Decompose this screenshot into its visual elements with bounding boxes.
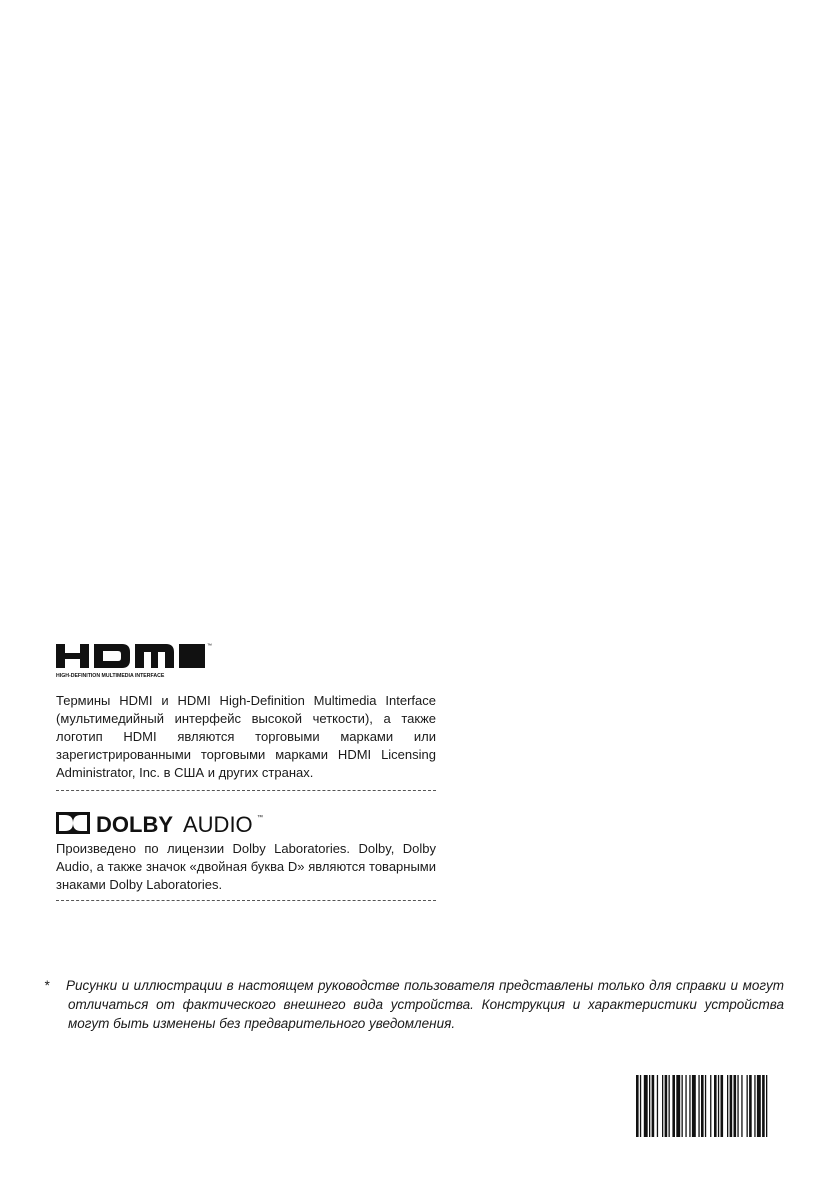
barcode-bar <box>766 1075 767 1137</box>
barcode-bar <box>657 1075 658 1137</box>
barcode-bar <box>721 1075 724 1137</box>
barcode-bar <box>757 1075 761 1137</box>
disclaimer-footnote <box>44 976 784 1033</box>
hdmi-tm: ™ <box>207 643 212 649</box>
hdmi-paragraph: Термины HDMI и HDMI High-Definition Multimedia Interface (мультимедийный интерфейс высокой четкости), а также логотип HDMI являются торговыми марками или зарегистрированными торговыми марками HDMI Licensing Administrator, Inc. в США и других странах. <box>56 693 436 780</box>
barcode-bar <box>701 1075 704 1137</box>
dolby-notice <box>56 840 436 894</box>
barcode-icon <box>636 1075 808 1137</box>
barcode-bar <box>730 1075 733 1137</box>
barcode-bar <box>636 1075 639 1137</box>
barcode-bar <box>682 1075 683 1137</box>
dolby-word: DOLBY <box>96 812 173 836</box>
barcode-bar <box>644 1075 648 1137</box>
barcode-bar <box>649 1075 650 1137</box>
footnote-marker: * <box>44 978 50 993</box>
barcode-bar <box>698 1075 699 1137</box>
barcode-bar <box>692 1075 696 1137</box>
barcode-bar <box>741 1075 742 1137</box>
barcode-bar <box>710 1075 711 1137</box>
hdmi-notice <box>56 692 436 782</box>
barcode-bar <box>665 1075 668 1137</box>
barcode-bar <box>652 1075 655 1137</box>
barcode-bar <box>689 1075 690 1137</box>
barcode-bar <box>718 1075 719 1137</box>
dolby-double-d-icon <box>56 810 276 836</box>
barcode-bar <box>685 1075 686 1137</box>
barcode-bar <box>669 1075 670 1137</box>
barcode-bar <box>737 1075 738 1137</box>
audio-word: AUDIO <box>183 812 253 836</box>
barcode-bar <box>662 1075 663 1137</box>
hdmi-tagline: HIGH-DEFINITION MULTIMEDIA INTERFACE <box>56 673 165 679</box>
footnote-text: Рисунки и иллюстрации в настоящем руководстве пользователя представлены только для справки и могут отличаться от фактического внешнего вида устройства. Конструкция и характеристики устройства могут быть изменены без предварительного уведомления. <box>66 978 784 1031</box>
barcode-bar <box>749 1075 752 1137</box>
barcode-bar <box>747 1075 748 1137</box>
barcode-bar <box>672 1075 675 1137</box>
separator-2 <box>56 900 436 901</box>
barcode-bar <box>640 1075 641 1137</box>
dolby-tm: ™ <box>257 815 263 821</box>
barcode-bar <box>762 1075 765 1137</box>
barcode-bar <box>727 1075 728 1137</box>
barcode-bar <box>714 1075 717 1137</box>
dolby-paragraph: Произведено по лицензии Dolby Laboratories. Dolby, Dolby Audio, а также значок «двойная буква D» являются товарными знаками Dolby Laboratories. <box>56 841 436 892</box>
barcode-bar <box>676 1075 680 1137</box>
hdmi-logo-icon <box>56 640 216 680</box>
separator-1 <box>56 790 436 791</box>
barcode-bar <box>705 1075 706 1137</box>
barcode-bar <box>734 1075 737 1137</box>
barcode-bar <box>754 1075 755 1137</box>
